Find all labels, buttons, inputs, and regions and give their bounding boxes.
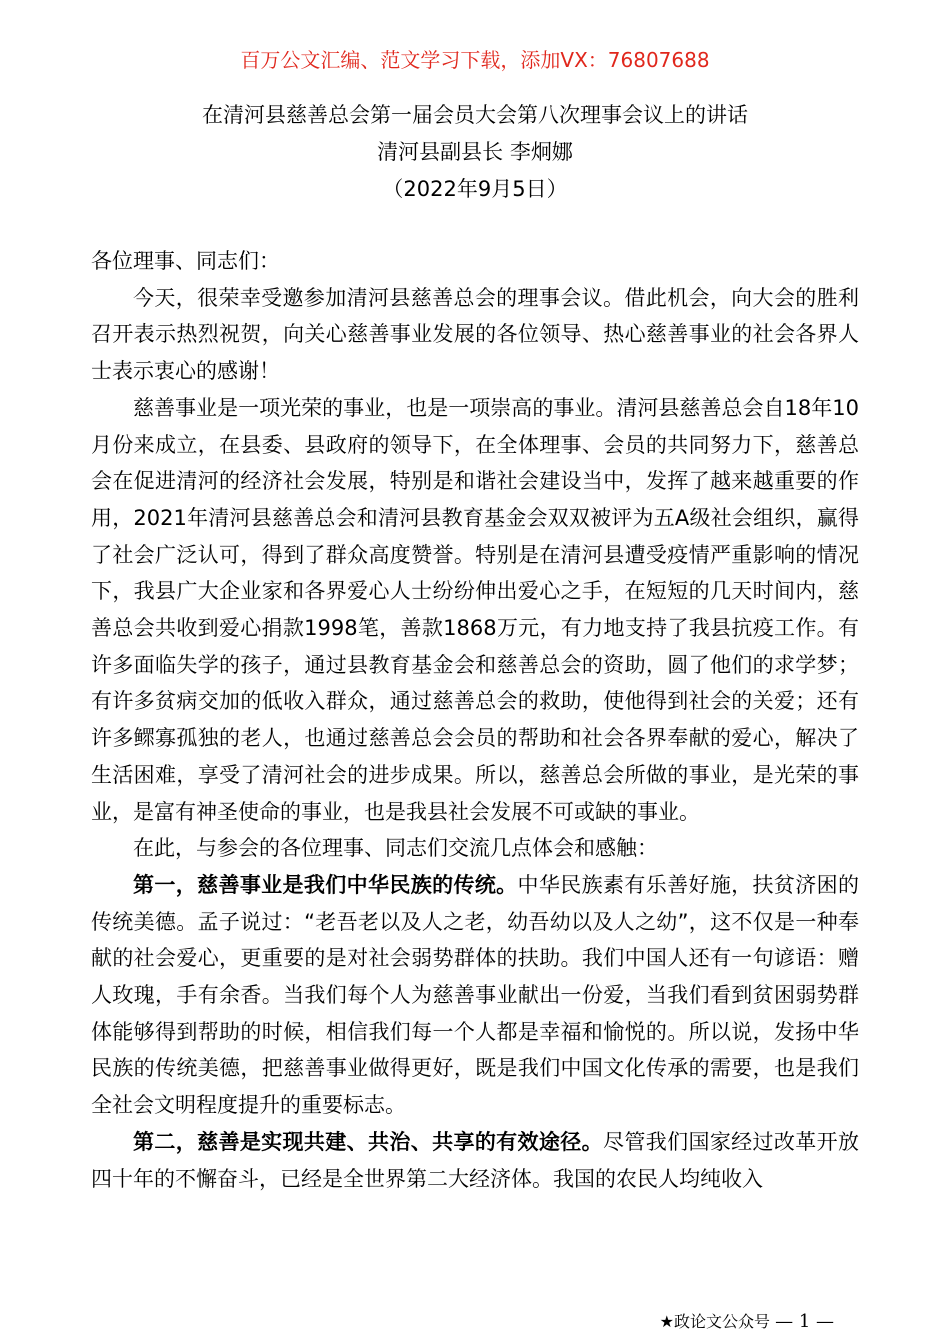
paragraph-4 bbox=[91, 867, 859, 1124]
speaker-line: 清河县副县长 李炯娜 bbox=[377, 140, 573, 164]
footer-source: ★政论文公众号 bbox=[659, 1312, 770, 1331]
paragraph-2: 慈善事业是一项光荣的事业，也是一项崇高的事业。清河县慈善总会自18年10月份来成立，在县委、县政府的领导下，在全体理事、会员的共同努力下，慈善总会在促进清河的经济社会发展，特别是和谐社会建设当中，发挥了越来越重要的作用，2021年清河县慈善总会和清河县教育基金会双双被评为五A级社会组织，赢得了社会广泛认可，得到了群众高度赞誉。特别是在清河县遭受疫情严重影响的情况下，我县广大企业家和各界爱心人士纷纷伸出爱心之手，在短短的几天时间内，慈善总会共收到爱心捐款1998笔，善款1868万元，有力地支持了我县抗疫工作。有许多面临失学的孩子，通过县教育基金会和慈善总会的资助，圆了他们的求学梦；有许多贫病交加的低收入群众，通过慈善总会的救助，使他得到社会的关爱；还有许多鳏寡孤独的老人，也通过慈善总会会员的帮助和社会各界奉献的爱心，解决了生活困难，享受了清河社会的进步成果。所以，慈善总会所做的事业，是光荣的事业，是富有神圣使命的事业，也是我县社会发展不可或缺的事业。 bbox=[91, 395, 859, 824]
salutation: 各位理事、同志们： bbox=[91, 249, 280, 273]
point-two-text: 尽管我们国家经过改革开放四十年的不懈奋斗，已经是全世界第二大经济体。我国的农民人均纯收入 bbox=[91, 1129, 859, 1191]
paragraph-5 bbox=[91, 1124, 859, 1197]
speech-body bbox=[91, 243, 859, 1197]
page-title: 在清河县慈善总会第一届会员大会第八次理事会议上的讲话 bbox=[202, 103, 748, 127]
page-footer bbox=[660, 1310, 834, 1334]
page-number: — 1 — bbox=[775, 1311, 834, 1332]
paragraph-3: 在此，与参会的各位理事、同志们交流几点体会和感触： bbox=[133, 836, 658, 861]
point-one-heading: 第一，慈善事业是我们中华民族的传统。 bbox=[133, 872, 518, 897]
paragraph-1: 今天，很荣幸受邀参加清河县慈善总会的理事会议。借此机会，向大会的胜利召开表示热烈祝贺，向关心慈善事业发展的各位领导、热心慈善事业的社会各界人士表示衷心的感谢！ bbox=[91, 285, 859, 384]
date-line: （2022年9月5日） bbox=[382, 177, 568, 201]
watermark-banner: 百万公文汇编、范文学习下载，添加VX：76807688 bbox=[240, 48, 710, 72]
title-block bbox=[0, 97, 950, 208]
point-one-text: 中华民族素有乐善好施，扶贫济困的传统美德。孟子说过：“老吾老以及人之老，幼吾幼以及人之幼”，这不仅是一种奉献的社会爱心，更重要的是对社会弱势群体的扶助。我们中国人还有一句谚语：赠人玫瑰，手有余香。当我们每个人为慈善事业献出一份爱，当我们看到贫困弱势群体能够得到帮助的时候，相信我们每一个人都是幸福和愉悦的。所以说，发扬中华民族的传统美德，把慈善事业做得更好，既是我们中国文化传承的需要，也是我们全社会文明程度提升的重要标志。 bbox=[91, 872, 860, 1118]
point-two-heading: 第二，慈善是实现共建、共治、共享的有效途径。 bbox=[133, 1129, 603, 1154]
